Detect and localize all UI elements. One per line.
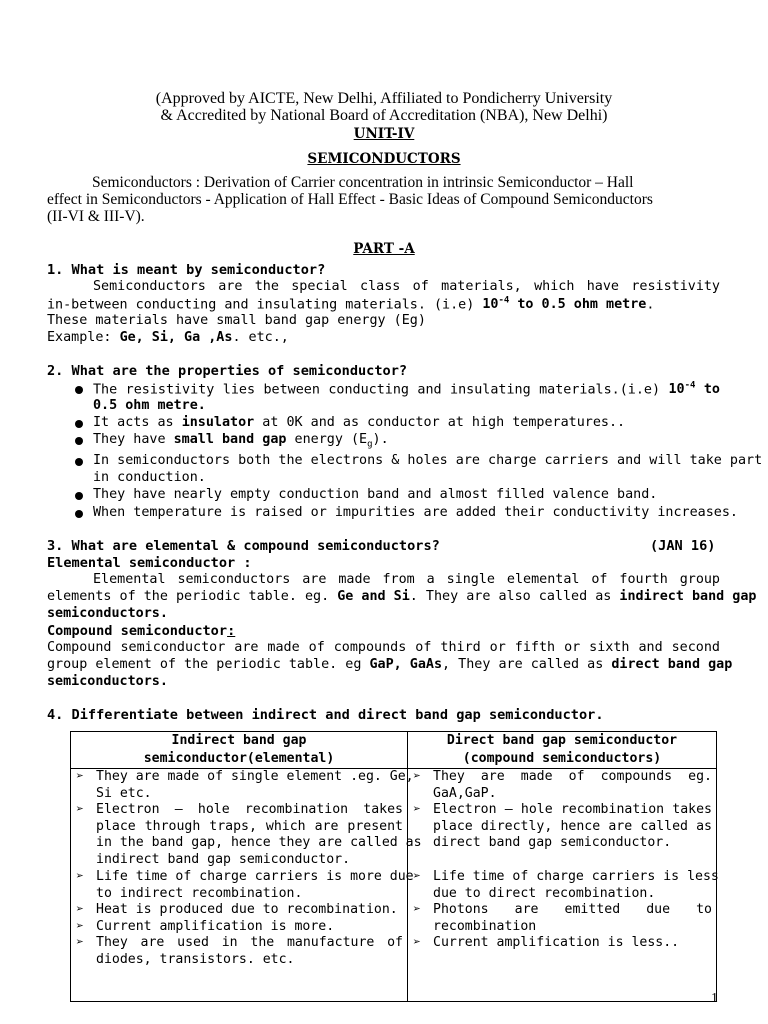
arrow-bullet-icon: ➢ <box>76 769 84 784</box>
part-a-heading-text: PART -A <box>353 241 415 257</box>
q2-bullet-3-text-d: ). <box>372 432 389 447</box>
q3-elemental-text-a: elements of the periodic table. eg. <box>47 589 338 604</box>
indirect-header-line-1: Indirect band gap <box>171 733 307 748</box>
comparison-table-header-indirect <box>71 732 408 769</box>
part-a-heading <box>0 238 768 257</box>
q1-line-4 <box>47 330 289 345</box>
q2-bullet-1-exponent: -4 <box>684 381 696 391</box>
q3-elemental-line-2 <box>47 589 757 604</box>
indirect-point-line: Si etc. <box>96 785 152 801</box>
q2-bullet-1-rest: to <box>695 382 720 398</box>
q2-bullet-1-base: 10 <box>668 382 685 398</box>
direct-point-line: They are made of compounds eg. <box>433 769 712 784</box>
arrow-bullet-icon: ➢ <box>76 935 84 950</box>
q3-compound-text-a: group element of the periodic table. eg <box>47 657 370 672</box>
indirect-point-line: Heat is produced due to recombination. <box>96 902 398 917</box>
bullet-icon <box>75 492 83 500</box>
q3-elemental-heading: Elemental semiconductor : <box>47 555 252 571</box>
comparison-table-header-direct <box>408 732 717 769</box>
direct-point-line: recombination <box>433 918 537 934</box>
indirect-point-line: They are made of single element .eg. Ge, <box>96 769 414 784</box>
q2-bullet-1-line-2: 0.5 ohm metre. <box>93 398 206 413</box>
direct-point-line: Photons are emitted due to <box>433 902 712 917</box>
q2-bullet-3-bandgap: small band gap <box>173 432 287 447</box>
q2-title: 2. What are the properties of semiconductor? <box>47 363 408 379</box>
q3-compound-line-2 <box>47 657 733 672</box>
q1-resistivity-value <box>482 297 646 312</box>
comparison-cell-direct <box>408 769 717 1002</box>
q3-elemental-line-1: Elemental semiconductors are made from a single elemental of fourth group <box>93 572 720 587</box>
bullet-icon <box>75 437 83 445</box>
q2-bullet-2-text-a: It acts as <box>93 415 182 430</box>
indirect-point-line: Life time of charge carriers is more due <box>96 869 414 884</box>
q1-line-2-end: . <box>646 297 655 313</box>
direct-header-line-1: Direct band gap semiconductor <box>446 733 678 748</box>
q1-example-elements: Ge, Si, Ga ,As <box>119 330 233 345</box>
bullet-icon <box>75 458 83 466</box>
q3-compound-heading-colon: : <box>227 623 236 639</box>
direct-point-line: Life time of charge carriers is less <box>433 869 719 884</box>
q1-resistivity-rest: to 0.5 ohm metre <box>509 297 647 313</box>
q3-elemental-line-3: semiconductors. <box>47 606 168 621</box>
arrow-bullet-icon: ➢ <box>76 919 84 934</box>
q3-compound-heading-text: Compound semiconductor <box>47 623 228 639</box>
subject-title <box>0 148 768 167</box>
subject-title-text: SEMICONDUCTORS <box>307 151 461 167</box>
arrow-bullet-icon: ➢ <box>413 935 421 950</box>
q3-exam-tag: (JAN 16) <box>650 538 716 554</box>
arrow-bullet-icon: ➢ <box>413 869 421 884</box>
q3-compound-heading <box>47 623 235 639</box>
q2-bullet-1-text: The resistivity lies between conducting and insulating materials.(i.e) <box>93 382 669 398</box>
direct-point-line: GaA,GaP. <box>433 785 497 801</box>
arrow-bullet-icon: ➢ <box>76 869 84 884</box>
indirect-point-line: in the band gap, hence they are called as <box>96 835 422 851</box>
q2-bullet-3-subscript: g <box>367 439 373 450</box>
q1-line-3: These materials have small band gap energy (Eg) <box>47 313 426 328</box>
indirect-point-line: Electron – hole recombination takes <box>96 802 403 817</box>
q3-elemental-examples: Ge and Si <box>337 589 410 604</box>
q2-bullet-1-value <box>668 382 720 397</box>
q2-bullet-4-line-1: In semiconductors both the electrons & holes are charge carriers and will take part <box>93 453 763 468</box>
q1-title: 1. What is meant by semiconductor? <box>47 262 326 278</box>
indirect-header-line-2: semiconductor(elemental) <box>143 751 335 766</box>
bullet-icon <box>75 510 83 518</box>
q3-elemental-text-c: . They are also called as <box>409 589 620 604</box>
page-number: 1 <box>711 991 718 1006</box>
q3-title: 3. What are elemental & compound semiconductors? <box>47 538 440 554</box>
q3-elemental-indirect: indirect band gap <box>619 589 757 604</box>
header-line-2: & Accredited by National Board of Accreditation (NBA), New Delhi) <box>160 107 608 124</box>
direct-points <box>411 769 719 1001</box>
q2-bullet-1-line-1 <box>93 381 720 397</box>
syllabus-line-2: effect in Semiconductors - Application of Hall Effect - Basic Ideas of Compound Semiconductors <box>47 191 653 208</box>
comparison-table <box>70 731 717 1002</box>
indirect-point-line: Current amplification is more. <box>96 919 335 934</box>
arrow-bullet-icon: ➢ <box>413 902 421 917</box>
q2-bullet-2-text-c: at 0K and as conductor at high temperatures.. <box>254 415 626 430</box>
q2-bullet-2-insulator: insulator <box>181 415 255 430</box>
syllabus-line-3: (II-VI & III-V). <box>47 208 145 225</box>
unit-title-text: UNIT-IV <box>353 126 415 142</box>
q1-example-label: Example: <box>47 330 120 345</box>
q2-bullet-6: When temperature is raised or impurities are added their conductivity increases. <box>93 505 738 520</box>
arrow-bullet-icon: ➢ <box>76 902 84 917</box>
comparison-table-body-row <box>71 769 717 1002</box>
q1-line-2-text: in-between conducting and insulating materials. (i.e) <box>47 297 483 313</box>
arrow-bullet-icon: ➢ <box>76 802 84 817</box>
q2-bullet-3 <box>93 432 389 450</box>
q2-bullet-3-text-a: They have <box>93 432 174 447</box>
indirect-point-line: place through traps, which are present <box>96 818 403 834</box>
q1-resistivity-exponent: -4 <box>498 296 510 306</box>
q3-compound-line-3: semiconductors. <box>47 674 168 689</box>
q2-bullet-2 <box>93 415 625 430</box>
indirect-point-line: diodes, transistors. etc. <box>96 951 295 967</box>
q3-compound-text-c: , They are called as <box>442 657 612 672</box>
q3-compound-direct: direct band gap <box>611 657 733 672</box>
q2-bullet-4-line-2: in conduction. <box>93 470 206 485</box>
direct-point-line: Electron – hole recombination takes <box>433 802 712 817</box>
bullet-icon <box>75 420 83 428</box>
direct-point-line: direct band gap semiconductor. <box>433 835 672 851</box>
q1-resistivity-base: 10 <box>482 297 499 313</box>
q2-bullet-3-text-c: energy (E <box>286 432 368 447</box>
comparison-cell-indirect <box>71 769 422 1002</box>
indirect-point-line: They are used in the manufacture of <box>96 935 403 950</box>
direct-header-line-2: (compound semiconductors) <box>462 751 662 766</box>
direct-point-line: due to direct recombination. <box>433 885 656 901</box>
header-line-1: (Approved by AICTE, New Delhi, Affiliated to Pondicherry University <box>155 90 613 107</box>
q1-line-1: Semiconductors are the special class of materials, which have resistivity <box>93 279 720 294</box>
q1-line-2 <box>47 296 654 312</box>
q3-compound-line-1: Compound semiconductor are made of compounds of third or fifth or sixth and second <box>47 640 720 655</box>
q3-compound-examples: GaP, GaAs <box>369 657 443 672</box>
q1-example-end: . etc., <box>232 330 289 345</box>
arrow-bullet-icon: ➢ <box>413 769 421 784</box>
direct-point-line: Current amplification is less.. <box>433 935 680 950</box>
q4-title: 4. Differentiate between indirect and direct band gap semiconductor. <box>47 707 604 723</box>
q2-bullet-5: They have nearly empty conduction band and almost filled valence band. <box>93 487 658 502</box>
syllabus-line-1: Semiconductors : Derivation of Carrier concentration in intrinsic Semiconductor – Hall <box>92 174 634 191</box>
indirect-point-line: indirect band gap semiconductor. <box>96 851 351 867</box>
unit-title <box>0 123 768 142</box>
indirect-point-line: to indirect recombination. <box>96 885 303 901</box>
bullet-icon <box>75 386 83 394</box>
comparison-table-header-row <box>71 732 717 769</box>
indirect-points <box>74 769 422 1001</box>
arrow-bullet-icon: ➢ <box>413 802 421 817</box>
direct-point-line: place directly, hence are called as <box>433 818 712 834</box>
